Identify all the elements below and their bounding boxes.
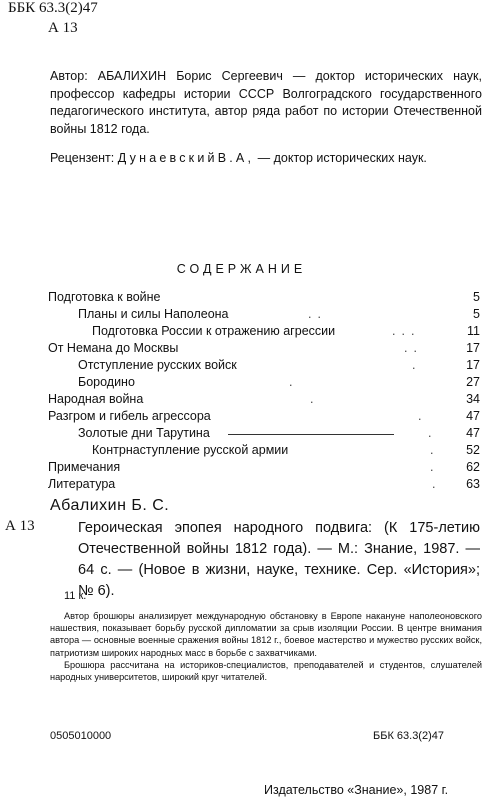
- price: 11 к.: [64, 590, 87, 602]
- toc-entry: [0, 409, 483, 426]
- toc-entry-page: 62: [466, 460, 480, 474]
- toc-leader: .: [430, 443, 440, 457]
- toc-entry-title: Народная война: [48, 392, 144, 406]
- toc-entry-page: 27: [466, 375, 480, 389]
- bbk-index: ББК 63.3(2)47: [8, 0, 98, 16]
- annotation: [50, 610, 482, 683]
- toc-entry: [0, 477, 483, 494]
- bibliographic-description: Героическая эпопея народного подвига: (К 175-летию Отечественной войны 1812 года). — М.: Знание, 1987. — 64 с. — (Новое в жизни, науке, технике. Сер. «История»; № 6).: [78, 520, 480, 599]
- toc-leader: .: [289, 375, 299, 389]
- toc-entry-page: 52: [466, 443, 480, 457]
- toc-leader: ..: [308, 307, 327, 321]
- toc-entry-page: 5: [473, 307, 480, 321]
- toc-leader-rule: [228, 434, 394, 435]
- toc-entry-page: 5: [473, 290, 480, 304]
- toc-leader: .: [412, 358, 422, 372]
- toc-entry-title: Подготовка России к отражению агрессии: [92, 324, 336, 338]
- reviewer-prefix: Рецензент:: [50, 151, 118, 165]
- publication-index: 0505010000: [50, 730, 112, 742]
- toc-entry: [0, 392, 483, 409]
- toc-entry-title: Подготовка к войне: [48, 290, 161, 304]
- toc-entry-title: Литература: [48, 477, 116, 491]
- toc-leader: .: [428, 426, 438, 440]
- toc-entry: [0, 324, 483, 341]
- reviewer-line: [50, 151, 478, 165]
- author-info: Автор: АБАЛИХИН Борис Сергеевич — доктор исторических наук, профессор кафедры истории СССР Волгоградского государственного педагогического института, автор ряда работ по истории Отечественной войны 1812 года.: [50, 69, 482, 136]
- toc-entry-page: 34: [466, 392, 480, 406]
- toc-entry-title: От Немана до Москвы: [48, 341, 179, 355]
- toc-entry: [0, 460, 483, 477]
- toc-leader: .: [310, 392, 320, 406]
- toc-title: СОДЕРЖАНИЕ: [176, 262, 307, 276]
- annotation-paragraph: Брошюра рассчитана на историков-специалистов, преподавателей и студентов, слушателей народных университетов, широкий круг читателей.: [50, 659, 482, 683]
- footer-bbk: ББК 63.3(2)47: [373, 730, 444, 742]
- reviewer-name: ДунаевскийВ.А,: [117, 151, 255, 165]
- toc-entry: [0, 290, 483, 307]
- toc-leader: .: [430, 460, 440, 474]
- annotation-paragraph: Автор брошюры анализирует международную обстановку в Европе накануне наполеоновского нашествия, показывает борьбу русской дипломатии за срыв изоляции России. В центре внимания автора — основные военные сражения войны 1812 г., боевое мастерство и мужество русских войск, патриотизм широких народных масс в борьбе с захватчиками.: [50, 611, 482, 658]
- toc-entry-title: Разгром и гибель агрессора: [48, 409, 211, 423]
- toc-entry-title: Примечания: [48, 460, 121, 474]
- publisher-imprint: Издательство «Знание», 1987 г.: [264, 783, 449, 797]
- toc-entry-page: 63: [466, 477, 480, 491]
- toc-leader: .: [418, 409, 428, 423]
- toc-entry-page: 47: [466, 426, 480, 440]
- toc-leader: ...: [392, 324, 421, 338]
- toc-entry-title: Планы и силы Наполеона: [78, 307, 229, 321]
- toc-entry: [0, 307, 483, 324]
- toc-entry-title: Контрнаступление русской армии: [92, 443, 289, 457]
- bibliographic-code: А 13: [5, 518, 35, 534]
- toc-entry-title: Золотые дни Тарутина: [78, 426, 210, 440]
- author-code: А 13: [48, 20, 78, 36]
- toc-entry: [0, 341, 483, 358]
- toc-entry-page: 47: [466, 409, 480, 423]
- bibliographic-author: Абалихин Б. С.: [50, 497, 170, 514]
- toc-entry: [0, 358, 483, 375]
- toc-entry-page: 11: [467, 324, 480, 338]
- toc-entry: [0, 426, 483, 443]
- toc-leader: .: [432, 477, 442, 491]
- toc-entry-page: 17: [466, 358, 480, 372]
- toc-entry-page: 17: [466, 341, 480, 355]
- toc-entry: [0, 375, 483, 392]
- toc-entry-title: Отступление русских войск: [78, 358, 237, 372]
- toc-entry: [0, 443, 483, 460]
- reviewer-suffix: — доктор исторических наук.: [254, 151, 427, 165]
- toc-entry-title: Бородино: [78, 375, 135, 389]
- toc-leader: ..: [404, 341, 423, 355]
